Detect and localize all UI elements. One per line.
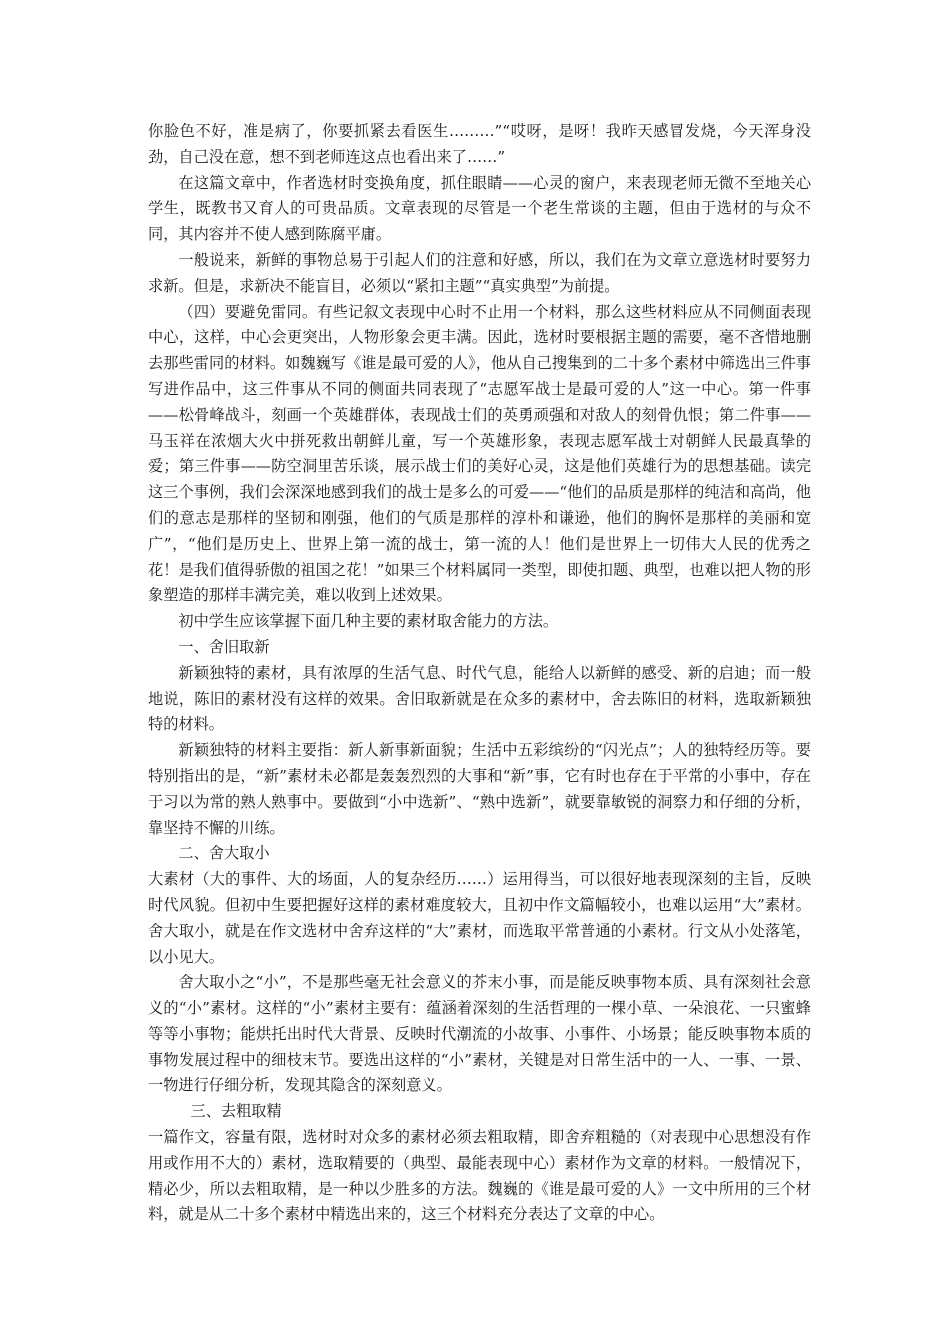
section-heading: 二、舍大取小 <box>178 844 270 863</box>
paragraph: 在这篇文章中，作者选材时变换角度，抓住眼睛——心灵的窗户，来表现老师无微不至地关心学生，既教书又育人的可贵品质。文章表现的尽管是一个老生常谈的主题，但由于选材的与众不同，其内容并不使人感到陈腐平庸。 <box>148 173 811 244</box>
paragraph: （四）要避免雷同。有些记叙文表现中心时不止用一个材料，那么这些材料应从不同侧面表现中心，这样，中心会更突出，人物形象会更丰满。因此，选材时要根据主题的需要，毫不吝惜地删去那些雷同的材料。如魏巍写《谁是最可爱的人》，他从自己搜集到的二十多个素材中筛选出三件事写进作品中，这三件事从不同的侧面共同表现了“志愿军战士是最可爱的人”这一中心。第一件事——松骨峰战斗，刻画一个英雄群体，表现战士们的英勇顽强和对敌人的刻骨仇恨；第二件事——马玉祥在浓烟大火中拼死救出朝鲜儿童，写一个英雄形象，表现志愿军战士对朝鲜人民最真挚的爱；第三件事——防空洞里苦乐谈，展示战士们的美好心灵，这是他们英雄行为的思想基础。读完这三个事例，我们会深深地感到我们的战士是多么的可爱——“他们的品质是那样的纯洁和高尚，他们的意志是那样的坚韧和刚强，他们的气质是那样的淳朴和谦逊，他们的胸怀是那样的美丽和宽广”，“他们是历史上、世界上第一流的战士，第一流的人！他们是世界上一切伟大人民的优秀之花！是我们值得骄傲的祖国之花！”如果三个材料属同一类型，即使扣题、典型，也难以把人物的形象塑造的那样丰满完美，难以收到上述效果。 <box>148 302 811 605</box>
section-heading: 一、舍旧取新 <box>178 637 270 656</box>
paragraph: 舍大取小之“小”，不是那些毫无社会意义的芥末小事，而是能反映事物本质、具有深刻社会意义的“小”素材。这样的“小”素材主要有：蕴涵着深刻的生活哲理的一棵小草、一朵浪花、一只蜜蜂等等小事物；能烘托出时代大背景、反映时代潮流的小故事、小事件、小场景；能反映事物本质的事物发展过程中的细枝末节。要选出这样的“小”素材，关键是对日常生活中的一人、一事、一景、一物进行仔细分析，发现其隐含的深刻意义。 <box>148 973 811 1095</box>
paragraph: 大素材（大的事件、大的场面，人的复杂经历……）运用得当，可以很好地表现深刻的主旨，反映时代风貌。但初中生要把握好这样的素材难度较大，且初中作文篇幅较小，也难以运用“大”素材。舍大取小，就是在作文选材中舍弃这样的“大”素材，而选取平常普通的小素材。行文从小处落笔，以小见大。 <box>148 870 811 966</box>
document-body <box>148 119 811 1228</box>
section-heading: 三、去粗取精 <box>190 1102 282 1121</box>
paragraph: 初中学生应该掌握下面几种主要的素材取舍能力的方法。 <box>178 612 559 631</box>
paragraph: 你脸色不好，准是病了，你要抓紧去看医生………”“哎呀，是呀！我昨天感冒发烧，今天浑身没劲，自己没在意，想不到老师连这点也看出来了……” <box>148 122 811 166</box>
paragraph: 一篇作文，容量有限，选材时对众多的素材必须去粗取精，即舍弃粗糙的（对表现中心思想没有作用或作用不大的）素材，选取精要的（典型、最能表现中心）素材作为文章的材料。一般情况下，精必少，所以去粗取精，是一种以少胜多的方法。魏巍的《谁是最可爱的人》一文中所用的三个材料，就是从二十多个素材中精选出来的，这三个材料充分表达了文章的中心。 <box>148 1128 811 1224</box>
paragraph: 新颖独特的材料主要指：新人新事新面貌；生活中五彩缤纷的“闪光点”；人的独特经历等。要特别指出的是，“新”素材未必都是轰轰烈烈的大事和“新”事，它有时也存在于平常的小事中，存在于习以为常的熟人熟事中。要做到“小中选新”、“熟中选新”，就要靠敏锐的洞察力和仔细的分析，靠坚持不懈的川练。 <box>148 741 811 837</box>
paragraph: 新颖独特的素材，具有浓厚的生活气息、时代气息，能给人以新鲜的感受、新的启迪；而一般地说，陈旧的素材没有这样的效果。舍旧取新就是在众多的素材中，舍去陈旧的材料，选取新颖独特的材料。 <box>148 663 811 734</box>
paragraph: 一般说来，新鲜的事物总易于引起人们的注意和好感，所以，我们在为文章立意选材时要努力求新。但是，求新决不能盲目，必须以“紧扣主题”“真实典型”为前提。 <box>148 250 811 295</box>
